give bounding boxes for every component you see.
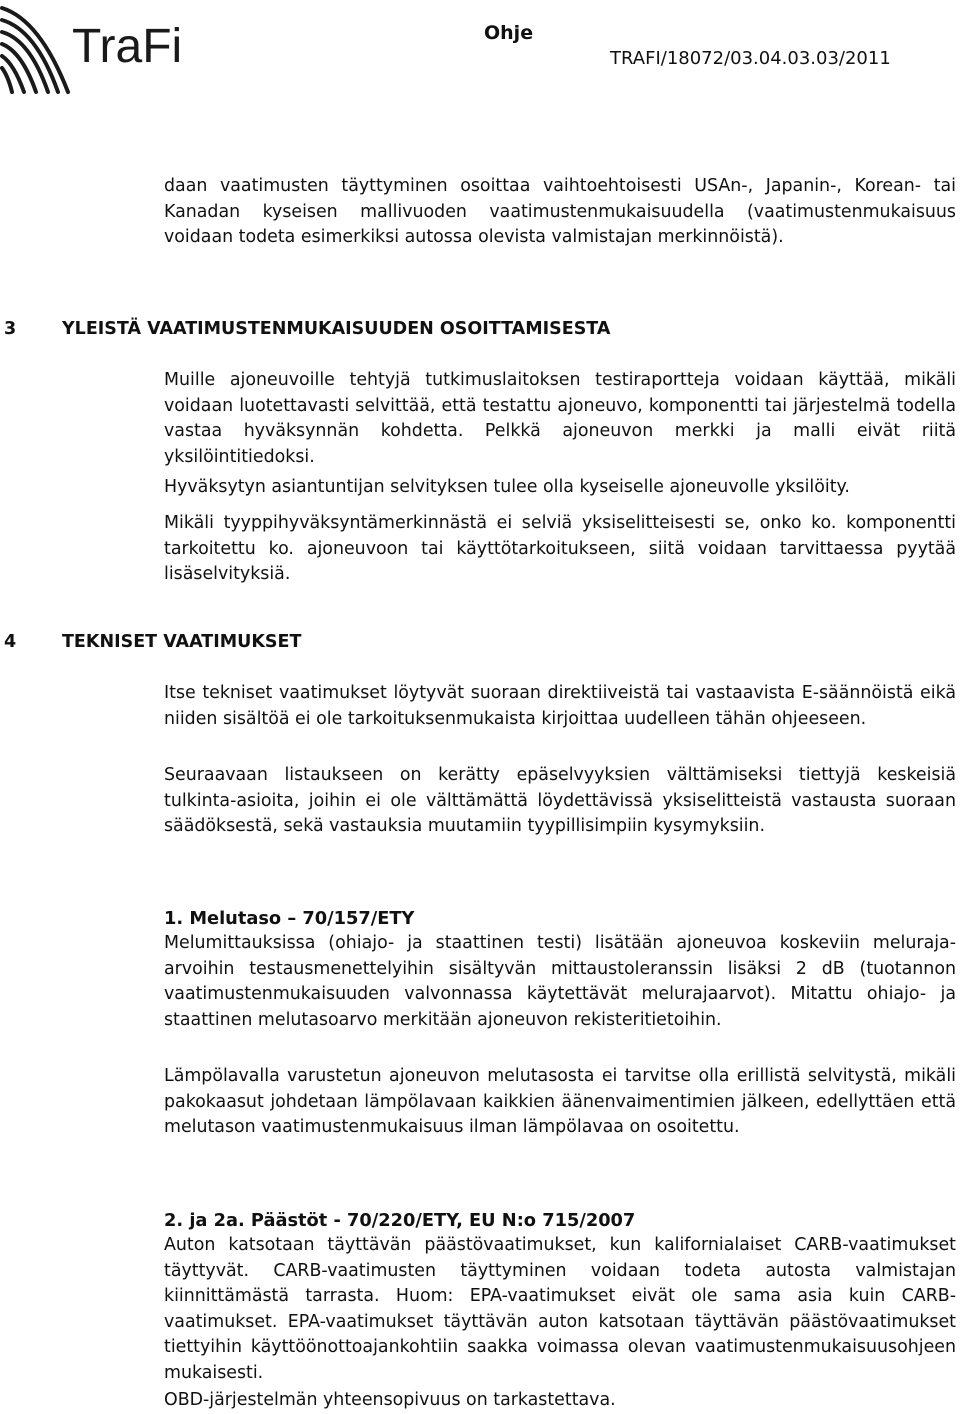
item-2-paragraph-2: OBD-järjestelmän yhteensopivuus on tarkastettava. — [164, 1390, 616, 1410]
section-4-heading — [4, 632, 301, 652]
section-4-paragraph-1: Itse tekniset vaatimukset löytyvät suoraan direktiiveistä tai vastaavista E-säännöistä eikä niiden sisältöä ei ole tarkoituksenmukaista kirjoittaa uudelleen tähän ohjeeseen. — [164, 683, 956, 729]
item-1-heading-ref: 70/157/ETY — [302, 908, 415, 929]
intro-paragraph: daan vaatimusten täyttyminen osoittaa vaihtoehtoisesti USAn-, Japanin-, Korean- tai Kanadan kyseisen mallivuoden vaatimustenmukaisuudella (vaatimustenmukaisuus voidaan todeta esimerkiksi autossa olevista valmistajan merkinnöistä). — [164, 176, 956, 248]
section-3-paragraph-3: Mikäli tyyppihyväksyntämerkinnästä ei selviä yksiselitteisesti se, onko ko. komponentti tarkoitettu ko. ajoneuvoon tai käyttötarkoitukseen, siitä voidaan tarvittaessa pyytää lisäselvityksiä. — [164, 513, 956, 585]
item-1-heading-dash: – — [281, 908, 303, 929]
item-1-heading-number: 1. Melutaso — [164, 908, 282, 929]
item-2-paragraph-1: Auton katsotaan täyttävän päästövaatimukset, kun kalifornialaiset CARB-vaatimukset täyttyvät. CARB-vaatimusten täyttyminen voidaan todeta autosta valmistajan kiinnittämästä tarrasta. Huom: EPA-vaatimukset eivät ole sama asia kuin CARB-vaatimukset. EPA-vaatimukset täyttävän auton katsotaan täyttävän päästövaatimukset tiettyihin käyttöönottoajankohtiin saakka voimassa olevan vaatimustenmukaisuusohjeen mukaisesti. — [164, 1235, 956, 1383]
section-3-title: YLEISTÄ VAATIMUSTENMUKAISUUDEN OSOITTAMISESTA — [62, 319, 611, 339]
section-4-title: TEKNISET VAATIMUKSET — [62, 632, 302, 652]
section-3-heading — [4, 319, 610, 339]
item-1-paragraph-1: Melumittauksissa (ohiajo- ja staattinen testi) lisätään ajoneuvoa koskeviin meluraja-arvoihin testausmenettelyihin sisältyvän mittaustoleranssin lisäksi 2 dB (tuotannon vaatimustenmukaisuuden valvonnassa käytettävät melurajaarvot). Mitattu ohiajo- ja staattinen melutasoarvo merkitään ajoneuvon rekisteritietoihin. — [164, 933, 956, 1030]
section-3-number: 3 — [4, 319, 17, 339]
item-1-heading — [164, 908, 414, 929]
item-2-heading: 2. ja 2a. Päästöt - 70/220/ETY, EU N:o 715/2007 — [164, 1210, 636, 1231]
document-type: Ohje — [484, 22, 534, 44]
item-1-paragraph-2: Lämpölavalla varustetun ajoneuvon melutasosta ei tarvitse olla erillistä selvitystä, mikäli pakokaasut johdetaan lämpölavaan kaikkien äänenvaimentimien jälkeen, edellyttäen että melutason vaatimustenmukaisuus ilman lämpölavaa on osoitettu. — [164, 1066, 956, 1138]
logo-wordmark: TraFi — [72, 20, 183, 73]
trafi-logo — [0, 0, 240, 100]
document-reference: TRAFI/18072/03.04.03.03/2011 — [610, 48, 891, 69]
section-3-paragraph-1: Muille ajoneuvoille tehtyjä tutkimuslaitoksen testiraportteja voidaan käyttää, mikäli voidaan luotettavasti selvittää, että testattu ajoneuvo, komponentti tai järjestelmä todella vastaa hyväksynnän kohdetta. Pelkkä ajoneuvon merkki ja malli eivät riitä yksilöintitiedoksi. — [164, 370, 956, 467]
section-4-paragraph-2: Seuraavaan listaukseen on kerätty epäselvyyksien välttämiseksi tiettyjä keskeisiä tulkinta-asioita, joihin ei ole välttämättä löydettävissä yksiselitteistä vastausta suoraan säädöksestä, sekä vastauksia muutamiin tyypillisimpiin kysymyksiin. — [164, 765, 956, 837]
section-4-number: 4 — [4, 632, 17, 652]
section-3-paragraph-2: Hyväksytyn asiantuntijan selvityksen tulee olla kyseiselle ajoneuvolle yksilöity. — [164, 477, 850, 497]
